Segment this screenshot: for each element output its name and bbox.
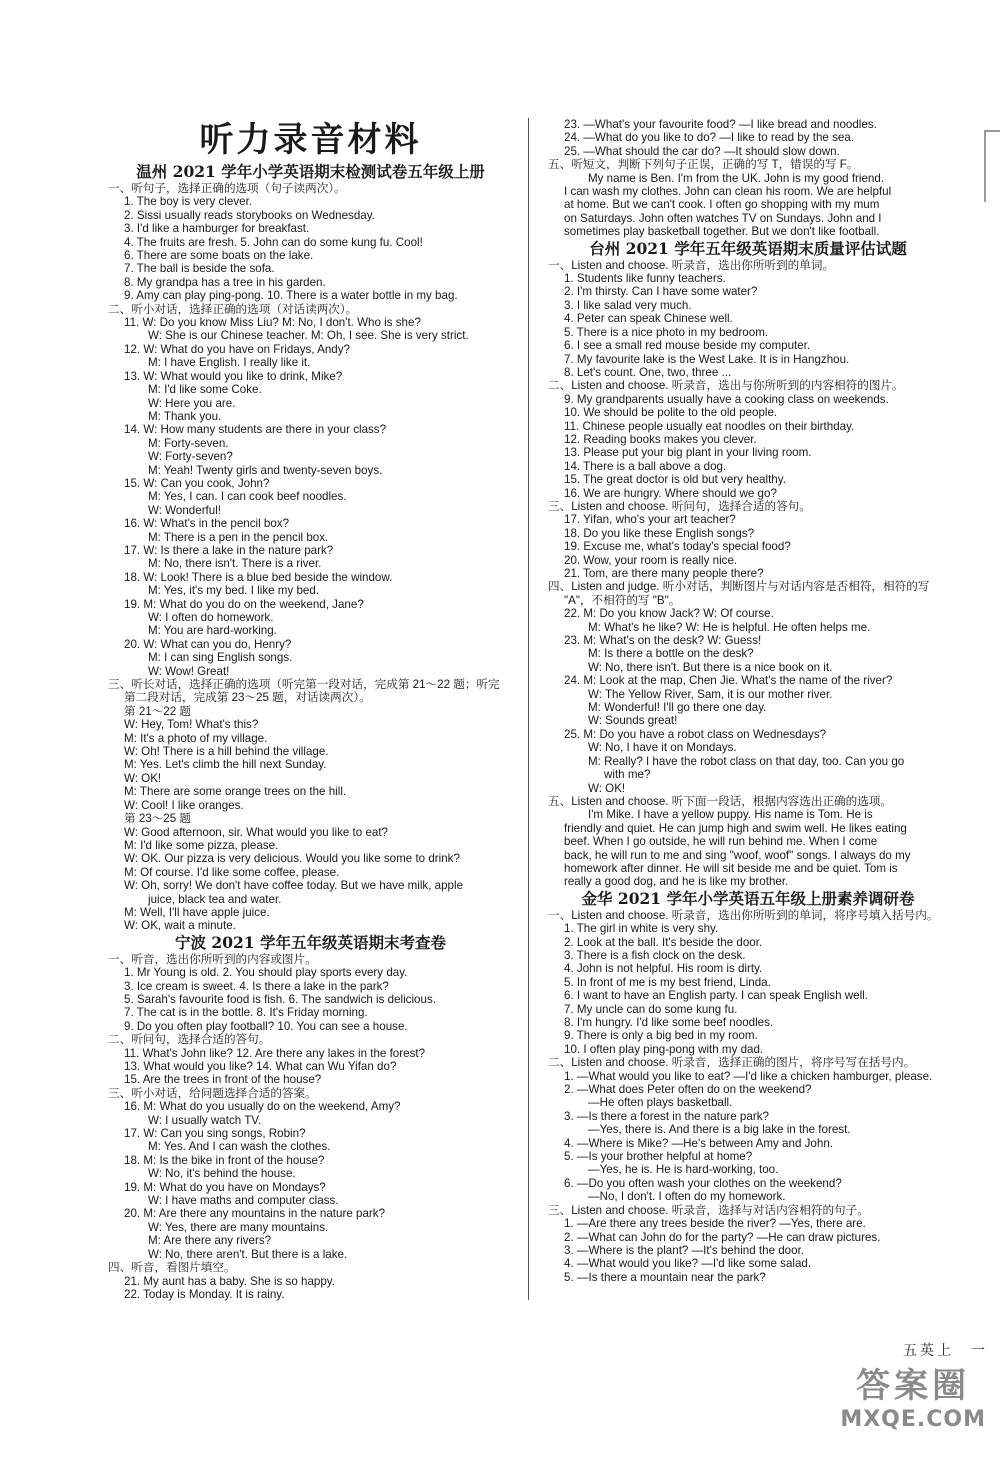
text-line: beef. When I go outside, he will run behind me. When I come [564,835,878,849]
text-line: M: Wonderful! I'll go there one day. [588,701,767,715]
text-line: 16. W: What's in the pencil box? [124,517,290,531]
text-line: with me? [604,768,651,782]
question-instruction: 一、听句子，选择正确的选项（句子读两次）。 [108,182,346,195]
text-line: 25. —What should the car do? —It should slow down. [564,144,840,158]
text-line: 3. Ice cream is sweet. 4. Is there a lake in the park? [124,979,389,993]
text-line: W: Cool! I like oranges. [124,798,244,812]
text-line: 12. W: What do you have on Fridays, Andy? [124,342,350,356]
text-line: 25. M: Do you have a robot class on Wednesdays? [564,727,827,741]
text-line: M: Yes. And I can wash the clothes. [148,1140,331,1154]
text-line: 19. M: What do you do on the weekend, Jane? [124,597,364,611]
text-line: 6. There are some boats on the lake. [124,249,314,263]
text-line: 9. Do you often play football? 10. You can see a house. [124,1019,408,1033]
question-instruction: 二、Listen and choose. 听录音，选出与你所听到的内容相符的图片。 [548,379,904,393]
text-line: 1. The girl in white is very shy. [564,922,719,936]
text-line: 22. M: Do you know Jack? W: Of course. [564,607,774,621]
text-line: 14. There is a ball above a dog. [564,459,727,473]
text-line: 2. —What does Peter often do on the weekend? [564,1083,812,1097]
text-line: 6. —Do you often wash your clothes on the weekend? [564,1176,842,1190]
text-line: M: What's he like? W: He is helpful. He often helps me. [588,620,871,634]
text-line: 7. My favourite lake is the West Lake. It is in Hangzhou. [564,352,850,366]
text-line: W: Hey, Tom! What's this? [124,718,259,732]
text-line: homework after dinner. He will sit beside me and be quiet. Tom is [564,861,898,875]
text-line: M: There is a pen in the pencil box. [148,530,329,544]
text-line: 4. —What would you like? —I'd like some salad. [564,1257,812,1271]
text-line: W: OK. Our pizza is very delicious. Would you like some to drink? [124,852,460,866]
text-line: 23. —What's your favourite food? —I like bread and noodles. [564,118,877,131]
text-line: 9. There is only a big bed in my room. [564,1029,758,1043]
text-line: W: OK! [588,781,626,795]
section-heading: 温州 2021 学年小学英语期末检测试卷五年级上册 [136,162,485,181]
text-line: 2. I'm thirsty. Can I have some water? [564,285,758,299]
question-instruction: 二、听小对话，选择正确的选项（对话读两次）。 [108,302,358,316]
text-line: M: There are some orange trees on the hill. [124,785,347,799]
text-line: 4. John is not helpful. His room is dirty. [564,962,763,976]
text-line: 11. W: Do you know Miss Liu? M: No, I don't. Who is she? [124,316,421,330]
text-line: M: Yeah! Twenty girls and twenty-seven boys. [148,463,383,477]
text-line: friendly and quiet. He can jump high and swim well. He likes eating [564,821,907,835]
text-line: 7. The cat is in the bottle. 8. It's Friday morning. [124,1006,368,1020]
text-line: W: No, it's behind the house. [148,1167,296,1181]
text-line: M: I'd like some Coke. [148,383,262,397]
text-line: 1. The boy is very clever. [124,195,253,209]
text-line: really a good dog, and he is like my brother. [564,875,789,889]
text-line: 10. I often play ping-pong with my dad. [564,1042,764,1056]
text-line: 5. Sarah's favourite food is fish. 6. The sandwich is delicious. [124,992,436,1006]
text-line: M: Really? I have the robot class on that day, too. Can you go [588,754,905,768]
question-instruction: 三、Listen and choose. 听问句，选择合适的答句。 [548,499,811,513]
text-line: M: I'd like some pizza, please. [124,838,279,852]
text-line: 4. Peter can speak Chinese well. [564,312,733,326]
text-line: W: No, there isn't. But there is a nice book on it. [588,660,833,674]
text-line: 第 23～25 题 [124,812,192,826]
text-line: 9. My grandparents usually have a cooking class on weekends. [564,392,889,406]
text-line: W: Oh! There is a hill behind the village. [124,745,329,759]
text-line: M: No, there isn't. There is a river. [148,557,322,571]
text-line: 24. M: Look at the map, Chen Jie. What's the name of the river? [564,674,893,688]
question-instruction: 二、Listen and choose. 听录音，选择正确的图片，将序号写在括号内。 [548,1056,916,1070]
left-column [108,162,513,1301]
text-line: M: Yes. Let's climb the hill next Sunday. [124,758,327,772]
text-line: W: OK! [124,771,162,785]
text-line: 17. W: Can you sing songs, Robin? [124,1127,306,1141]
text-line: W: I have maths and computer class. [148,1194,339,1208]
text-line: I can wash my clothes. John can clean his room. We are helpful [564,185,892,199]
text-line: —He often plays basketball. [588,1096,733,1110]
text-line: 18. W: Look! There is a blue bed beside the window. [124,570,393,584]
page-footer: 五英上 一 [903,1343,988,1359]
text-line: W: Oh, sorry! We don't have coffee today. But we have milk, apple [124,879,464,893]
text-line: 20. M: Are there any mountains in the nature park? [124,1207,386,1221]
text-line: W: Wonderful! [148,503,222,517]
text-line: 23. M: What's on the desk? W: Guess! [564,634,762,648]
text-line: 4. —Where is Mike? —He's between Amy and John. [564,1136,833,1150]
binding-edge-mark [984,130,1000,202]
right-column [548,118,948,1284]
text-line: W: Forty-seven? [148,450,233,464]
text-line: 3. I'd like a hamburger for breakfast. [124,222,310,236]
text-line: 20. Wow, your room is really nice. [564,553,738,567]
text-line: 16. M: What do you usually do on the weekend, Amy? [124,1100,401,1114]
question-instruction: 三、Listen and choose. 听录音，选择与对话内容相符的句子。 [548,1203,869,1217]
text-line: 17. W: Is there a lake in the nature park? [124,543,334,557]
text-line: W: I usually watch TV. [148,1113,262,1127]
text-line: 13. W: What would you like to drink, Mike? [124,369,343,383]
column-divider [528,118,529,1300]
text-line: 3. There is a fish clock on the desk. [564,948,746,962]
text-line: 19. Excuse me, what's today's special food? [564,540,791,554]
text-line: 3. —Where is the plant? —It's behind the door. [564,1243,805,1257]
text-line: "A"，不相符的写 "B"。 [564,593,681,607]
text-line: W: She is our Chinese teacher. M: Oh, I see. She is very strict. [148,329,469,343]
text-line: 1. —Are there any trees beside the river? —Yes, there are. [564,1217,866,1231]
text-line: 19. M: What do you have on Mondays? [124,1180,326,1194]
text-line: sometimes play basketball together. But we don't like football. [564,225,880,239]
text-line: M: I can sing English songs. [148,651,293,665]
watermark-logo [840,1358,986,1432]
text-line: 8. My grandpa has a tree in his garden. [124,275,326,289]
text-line: 15. W: Can you cook, John? [124,476,270,490]
text-line: 22. Today is Monday. It is rainy. [124,1287,285,1301]
text-line: W: Yes, there are many mountains. [148,1220,329,1234]
text-line: 12. Reading books makes you clever. [564,432,757,446]
text-line: 15. The great doctor is old but very healthy. [564,473,786,487]
text-line: W: No, I have it on Mondays. [588,741,737,755]
question-instruction: 二、听问句，选择合适的答句。 [108,1033,271,1047]
text-line: M: Forty-seven. [148,436,229,450]
text-line: 5. —Is your brother helpful at home? [564,1150,753,1164]
text-line: 2. Sissi usually reads storybooks on Wednesday. [124,208,375,222]
text-line: M: Yes, it's my bed. I like my bed. [148,584,320,598]
section-heading: 金华 2021 学年小学英语五年级上册素养调研卷 [581,888,915,908]
question-instruction: 三、听长对话，选择正确的选项（听完第一段对话，完成第 21～22 题；听完 [108,678,500,692]
text-line: —Yes, he is. He is hard-working, too. [588,1163,779,1177]
text-line: 8. Let's count. One, two, three ... [564,365,732,379]
question-instruction: 一、听音，选出你所听到的内容或图片。 [108,952,317,966]
page-title: 听力录音材料 [199,120,422,160]
question-instruction: 一、Listen and choose. 听录音，选出你所听到的单词。 [548,258,835,272]
text-line: 第二段对话，完成第 23～25 题，对话读两次）。 [124,691,371,705]
question-instruction: 三、听小对话，给问题选择合适的答案。 [108,1086,317,1100]
text-line: W: OK, wait a minute. [124,919,236,933]
text-line: —Yes, there is. And there is a big lake in the forest. [588,1123,851,1137]
question-instruction: 一、Listen and choose. 听录音，选出你所听到的单词，将序号填入括号内。 [548,908,939,922]
text-line: 11. What's John like? 12. Are there any lakes in the forest? [124,1046,426,1060]
text-line: 5. —Is there a mountain near the park? [564,1270,766,1284]
text-line: M: Of course. I'd like some coffee, please. [124,865,340,879]
section-heading: 宁波 2021 学年五年级英语期末考查卷 [175,932,446,952]
text-line: W: Here you are. [148,396,236,410]
text-line: 1. Mr Young is old. 2. You should play sports every day. [124,966,408,980]
text-line: at home. But we can't cook. I often go shopping with my mum [564,198,880,212]
text-line: 13. What would you like? 14. What can Wu Yifan do? [124,1060,397,1073]
text-line: W: I often do homework. [148,611,274,624]
text-line: juice, black tea and water. [148,892,282,906]
text-line: W: Good afternoon, sir. What would you like to eat? [124,825,389,839]
text-line: 14. W: How many students are there in your class? [124,423,387,437]
text-line: 9. Amy can play ping-pong. 10. There is a water bottle in my bag. [124,289,458,303]
text-line: 7. My uncle can do some kung fu. [564,1002,738,1016]
text-line: 7. The ball is beside the sofa. [124,262,275,276]
text-line: 4. The fruits are fresh. 5. John can do some kung fu. Cool! [124,235,423,249]
watermark-url: MXQE.COM [840,1407,986,1432]
question-instruction: 五、听短文，判断下列句子正误，正确的写 T，错误的写 F。 [548,158,859,172]
text-line: M: You are hard-working. [148,624,277,638]
text-line: 5. In front of me is my best friend, Linda. [564,975,771,989]
text-line: M: Yes, I can. I can cook beef noodles. [148,490,347,504]
text-line: 11. Chinese people usually eat noodles on their birthday. [564,419,855,433]
text-line: 21. Tom, are there many people there? [564,567,764,580]
text-line: 3. I like salad very much. [564,298,692,312]
text-line: W: Wow! Great! [148,664,230,678]
text-line: 2. —What can John do for the party? —He can draw pictures. [564,1230,881,1244]
text-line: M: Are there any rivers? [148,1234,272,1248]
question-instruction: 五、Listen and choose. 听下面一段话，根据内容选出正确的选项。 [548,794,893,808]
text-line: 24. —What do you like to do? —I like to read by the sea. [564,131,855,145]
text-line: My name is Ben. I'm from the UK. John is my good friend. [588,171,885,185]
text-line: back, he will run to me and sing "woof, woof" songs. I always do my [564,848,911,862]
text-line: 10. We should be polite to the old people. [564,406,778,420]
text-line: M: Is there a bottle on the desk? [588,647,754,661]
text-line: M: It's a photo of my village. [124,731,268,745]
text-line: 18. Do you like these English songs? [564,526,755,540]
text-line: 13. Please put your big plant in your living room. [564,446,812,460]
text-line: M: Thank you. [148,409,222,423]
watermark-text: 答案圈 [856,1366,971,1406]
text-line: M: I have English. I really like it. [148,356,311,370]
text-line: 20. W: What can you do, Henry? [124,637,292,651]
text-line: W: Sounds great! [588,714,678,728]
text-line: 1. —What would you like to eat? —I'd like a chicken hamburger, please. [564,1069,933,1083]
text-line: 16. We are hungry. Where should we go? [564,486,777,500]
text-line: 6. I see a small red mouse beside my computer. [564,339,811,353]
text-line: 21. My aunt has a baby. She is so happy. [124,1274,335,1288]
text-line: 8. I'm hungry. I'd like some beef noodles. [564,1016,774,1029]
text-line: 1. Students like funny teachers. [564,272,726,286]
question-instruction: 四、听音，看图片填空。 [108,1261,236,1275]
text-line: W: No, there aren't. But there is a lake. [148,1247,348,1261]
text-line: 17. Yifan, who's your art teacher? [564,513,736,527]
text-line: 第 21～22 题 [124,704,192,718]
text-line: 5. There is a nice photo in my bedroom. [564,325,769,339]
text-line: M: Well, I'll have apple juice. [124,905,270,919]
text-line: 15. Are the trees in front of the house? [124,1073,322,1087]
text-line: 2. Look at the ball. It's beside the door. [564,935,763,949]
section-heading: 台州 2021 学年五年级英语期末质量评估试题 [589,238,907,258]
text-line: on Saturdays. John often watches TV on Sundays. John and I [564,211,882,225]
text-line: 6. I want to have an English party. I can speak English well. [564,989,868,1003]
question-instruction: 四、Listen and judge. 听小对话，判断图片与对话内容是否相符，相符的写 [548,580,930,594]
text-line: —No, I don't. I often do my homework. [588,1190,786,1204]
text-line: 18. M: Is the bike in front of the house? [124,1153,325,1167]
text-line: W: The Yellow River, Sam, it is our mother river. [588,687,833,701]
text-line: I'm Mike. I have a yellow puppy. His name is Tom. He is [588,808,873,822]
text-line: 3. —Is there a forest in the nature park? [564,1109,769,1123]
